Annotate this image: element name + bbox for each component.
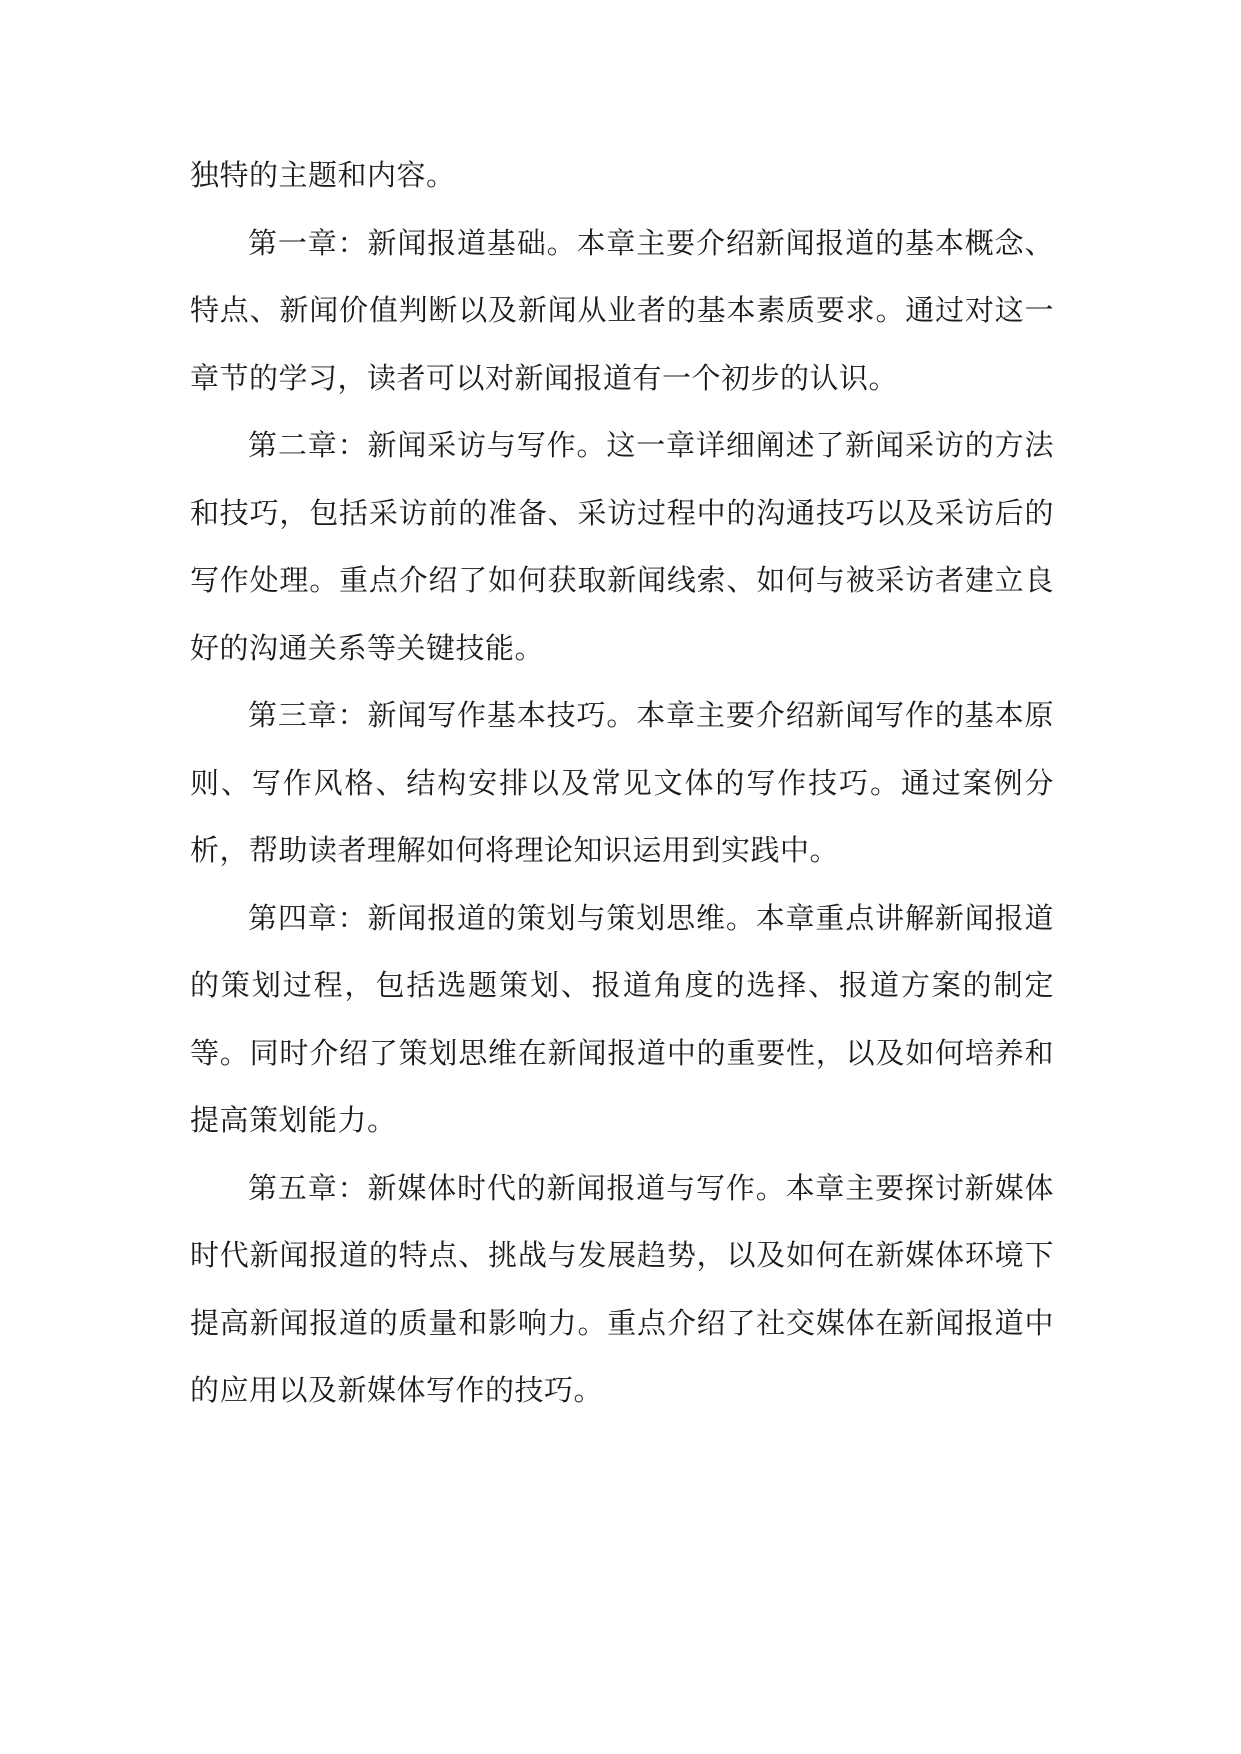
body-text (190, 142, 1054, 1425)
paragraph-chapter-4: 第四章：新闻报道的策划与策划思维。本章重点讲解新闻报道的策划过程，包括选题策划、报道角度的选择、报道方案的制定等。同时介绍了策划思维在新闻报道中的重要性，以及如何培养和提高策划能力。 (190, 900, 1054, 1137)
paragraph-continuation: 独特的主题和内容。 (190, 158, 456, 192)
paragraph-chapter-5: 第五章：新媒体时代的新闻报道与写作。本章主要探讨新媒体时代新闻报道的特点、挑战与发展趋势，以及如何在新媒体环境下提高新闻报道的质量和影响力。重点介绍了社交媒体在新闻报道中的应用以及新媒体写作的技巧。 (190, 1170, 1054, 1407)
paragraph-chapter-1: 第一章：新闻报道基础。本章主要介绍新闻报道的基本概念、特点、新闻价值判断以及新闻从业者的基本素质要求。通过对这一章节的学习，读者可以对新闻报道有一个初步的认识。 (190, 225, 1054, 395)
paragraph-chapter-3: 第三章：新闻写作基本技巧。本章主要介绍新闻写作的基本原则、写作风格、结构安排以及常见文体的写作技巧。通过案例分析，帮助读者理解如何将理论知识运用到实践中。 (190, 698, 1054, 867)
paragraph-chapter-2: 第二章：新闻采访与写作。这一章详细阐述了新闻采访的方法和技巧，包括采访前的准备、采访过程中的沟通技巧以及采访后的写作处理。重点介绍了如何获取新闻线索、如何与被采访者建立良好的沟通关系等关键技能。 (190, 428, 1054, 665)
